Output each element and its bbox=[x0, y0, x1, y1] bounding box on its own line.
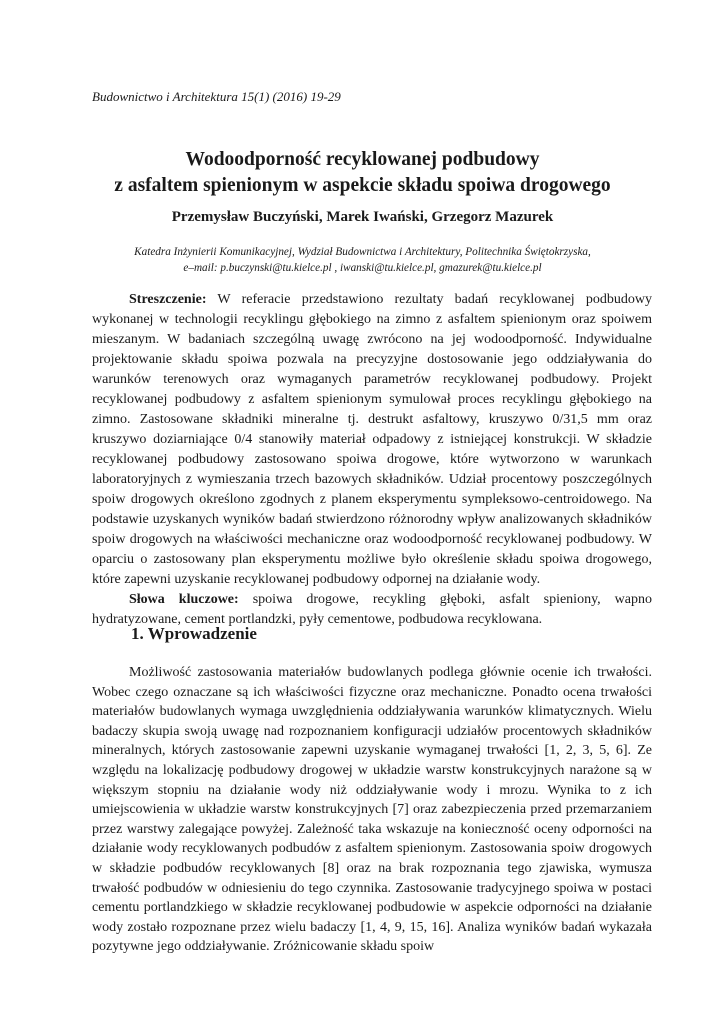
journal-reference: Budownictwo i Architektura 15(1) (2016) 19-29 bbox=[92, 89, 341, 104]
paper-title bbox=[60, 147, 665, 199]
section-heading: 1. Wprowadzenie bbox=[131, 624, 257, 643]
abstract-label: Streszczenie: bbox=[129, 292, 207, 307]
affiliation bbox=[60, 245, 665, 276]
abstract-paragraph bbox=[92, 290, 652, 590]
keywords-label: Słowa kluczowe: bbox=[129, 592, 239, 607]
intro-paragraph: Możliwość zastosowania materiałów budowlanych podlega głównie ocenie ich trwałości. Wobec czego oznaczane są ich właściwości fizyczne oraz mechaniczne. Ponadto ocena trwałości materiałów budowlanych wymaga uwzględnienia oddziaływania warunków klimatycznych. Wielu badaczy skupia swoją uwagę nad rozpoznaniem konfiguracji udziałów procentowych składników mineralnych, których zastosowanie zapewni uzyskanie wymaganej trwałości [1, 2, 3, 5, 6]. Ze względu na lokalizację podbudowy drogowej w układzie warstw konstrukcyjnych narażone są w większym stopniu na działanie wody niż oddziaływanie wody i mrozu. Wynika to z ich umiejscowienia w układzie warstw konstrukcyjnych [7] oraz zabezpieczenia przed przemarzaniem przez warstwy zalegające powyżej. Zależność taka wskazuje na konieczność oceny odporności na działanie wody recyklowanych podbudów z asfaltem spienionym. Zastosowania spoiw drogowych w składzie podbudów recyklowanych [8] oraz na brak rozpoznania tego zjawiska, wymusza trwałość podbudów w odniesieniu do tego czynnika. Zastosowanie tradycyjnego spoiwa w postaci cementu portlandzkiego w składzie recyklowanej podbudowie w aspekcie odporności na działanie wody zostało rozpoznane przez wielu badaczy [1, 4, 9, 15, 16]. Analiza wyników badań wykazała pozytywne jego oddziaływanie. Zróżnicowanie składu spoiw bbox=[92, 665, 652, 955]
body-text bbox=[92, 663, 652, 957]
authors: Przemysław Buczyński, Marek Iwański, Grzegorz Mazurek bbox=[171, 209, 554, 225]
title-line-1: Wodoodporność recyklowanej podbudowy bbox=[185, 149, 540, 170]
abstract bbox=[92, 290, 652, 630]
title-line-2: z asfaltem spienionym w aspekcie składu spoiwa drogowego bbox=[114, 175, 611, 196]
affiliation-line-2: e–mail: p.buczynski@tu.kielce.pl , iwanski@tu.kielce.pl, gmazurek@tu.kielce.pl bbox=[183, 261, 542, 274]
keywords-text: spoiwa drogowe, recykling głęboki, asfalt spieniony, wapno hydratyzowane, cement portlandzki, pyły cementowe, podbudowa recyklowana. bbox=[92, 592, 652, 627]
abstract-text: W referacie przedstawiono rezultaty badań recyklowanej podbudowy wykonanej w technologii recyklingu głębokiego na zimno z asfaltem spienionym oraz spoiwem mieszanym. W badaniach szczególną uwagę zwrócono na jej wodoodporność. Indywidualne projektowanie składu spoiwa pozwala na precyzyjne dostosowanie jego oddziaływania do warunków terenowych oraz wymaganych parametrów recyklowanej podbudowy. Projekt recyklowanej podbudowy z asfaltem spienionym symulował proces recyklingu głębokiego na zimno. Zastosowane składniki mineralne tj. destrukt asfaltowy, kruszywo 0/31,5 mm oraz kruszywo doziarniające 0/4 stanowiły materiał odpadowy z istniejącej konstrukcji. W składzie recyklowanej podbudowy zastosowano spoiwa drogowe, które wytworzono w warunkach laboratoryjnych z wymieszania trzech bazowych składników. Udział procentowy poszczególnych spoiw drogowych określono zgodnych z planem eksperymentu sympleksowo-centroidowego. Na podstawie uzyskanych wyników badań stwierdzono różnorodny wpływ analizowanych składników spoiw drogowych na właściwości mechaniczne oraz wodoodporność recyklowanej podbudowy. W oparciu o zastosowany plan eksperymentu możliwe było określenie składu spoiwa drogowego, które zapewni uzyskanie recyklowanej podbudowy odpornej na działanie wody. bbox=[92, 292, 652, 587]
affiliation-line-1: Katedra Inżynierii Komunikacyjnej, Wydział Budownictwa i Architektury, Politechnika Świętokrzyska, bbox=[134, 246, 591, 258]
